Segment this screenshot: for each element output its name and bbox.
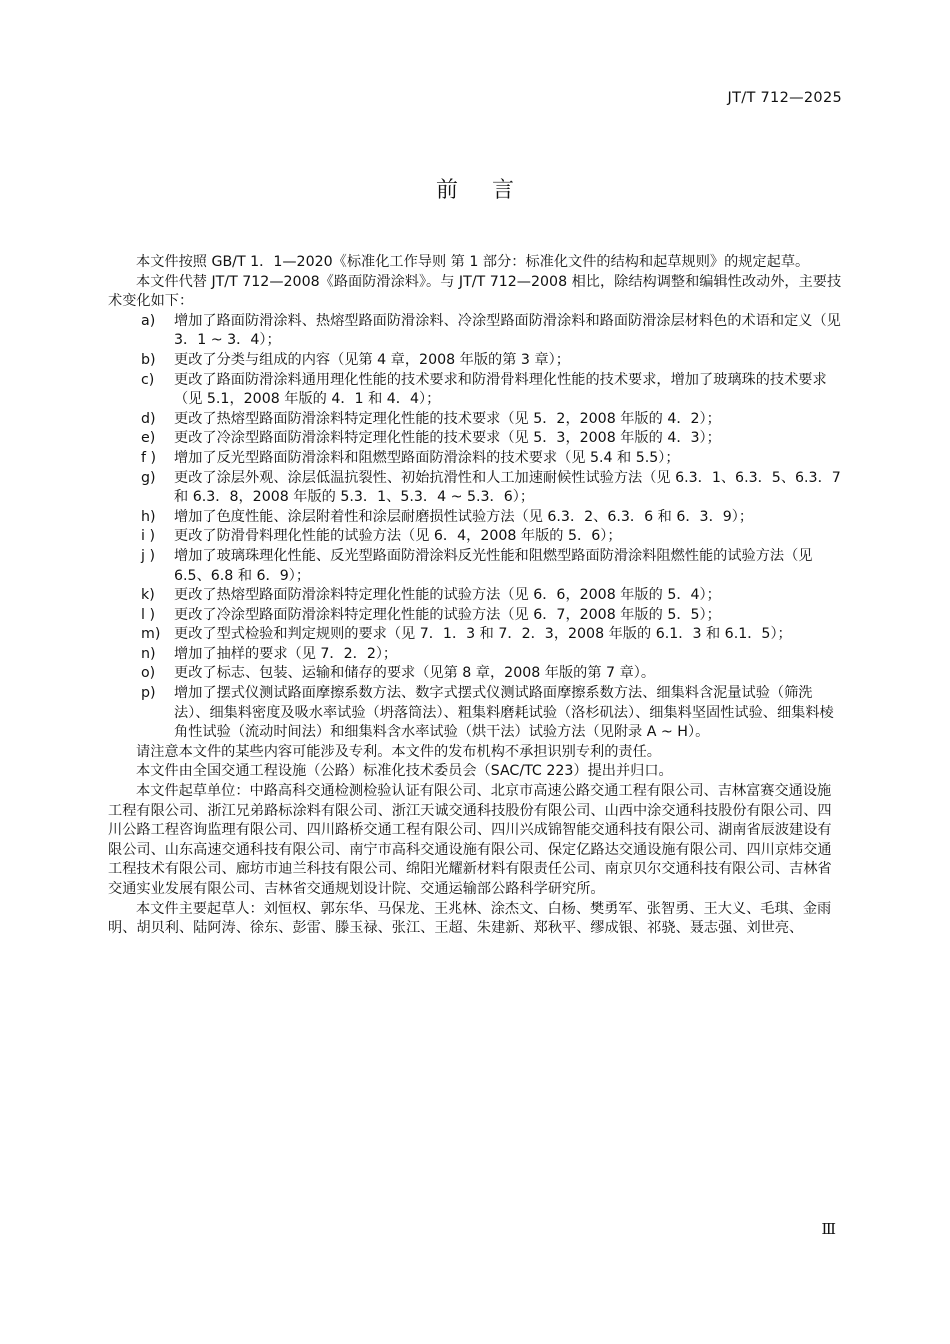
list-item	[108, 606, 843, 626]
list-item-text: 更改了分类与组成的内容（见第 4 章，2008 年版的第 3 章）；	[174, 351, 570, 368]
list-marker: c)	[141, 371, 155, 388]
list-item	[108, 625, 843, 645]
list-item-text: 增加了色度性能、涂层附着性和涂层耐磨损性试验方法（见 6.3．2、6.3．6 和 6．3．9）；	[174, 508, 754, 525]
list-marker: f )	[141, 449, 157, 466]
list-marker: b)	[141, 351, 156, 368]
list-item	[108, 371, 843, 410]
intro-paragraph: 本文件代替 JT/T 712—2008《路面防滑涂料》。与 JT/T 712—2008 相比，除结构调整和编辑性改动外，主要技术变化如下：	[108, 273, 842, 310]
list-marker: i )	[141, 528, 155, 545]
list-marker: o)	[141, 665, 156, 682]
list-item	[108, 429, 843, 449]
list-item-text: 增加了路面防滑涂料、热熔型路面防滑涂料、冷涂型路面防滑涂料和路面防滑涂层材料色的术语和定义（见 3．1 ~ 3．4）；	[174, 312, 841, 349]
list-item	[108, 508, 843, 528]
list-item-text: 更改了标志、包装、运输和储存的要求（见第 8 章，2008 年版的第 7 章）。	[174, 665, 656, 682]
list-marker: m)	[141, 626, 161, 643]
drafters: 本文件主要起草人：刘恒权、郭东华、马保龙、王兆林、涂杰文、白杨、樊勇军、张智勇、王大义、毛琪、金雨明、胡贝利、陆阿涛、徐东、彭雷、滕玉禄、张江、王超、朱建新、郑秋平、缪成银、祁骁、聂志强、刘世亮、	[108, 900, 832, 937]
list-marker: e)	[141, 430, 156, 447]
list-item	[108, 410, 843, 430]
intro-paragraph: 本文件按照 GB/T 1．1—2020《标准化工作导则 第 1 部分：标准化文件的结构和起草规则》的规定起草。	[136, 254, 810, 270]
drafting-units: 本文件起草单位：中路高科交通检测检验认证有限公司、北京市高速公路交通工程有限公司、吉林富赛交通设施工程有限公司、浙江兄弟路标涂料有限公司、浙江天诚交通科技股份有限公司、山西中涂交通科技股份有限公司、四川公路工程咨询监理有限公司、四川路桥交通工程有限公司、四川兴成锦智能交通科技有限公司、湖南省辰波建设有限公司、山东高速交通科技有限公司、南宁市高科交通设施有限公司、保定亿路达交通设施有限公司、四川京炜交通工程技术有限公司、廊坊市迪兰科技有限公司、绵阳光耀新材料有限责任公司、南京贝尔交通科技有限公司、吉林省交通实业发展有限公司、吉林省交通规划设计院、交通运输部公路科学研究所。	[108, 783, 832, 897]
list-marker: g)	[141, 469, 156, 486]
list-item	[108, 664, 843, 684]
list-marker: n)	[141, 645, 156, 662]
list-item	[108, 586, 843, 606]
list-item	[108, 547, 843, 586]
list-marker: j )	[141, 547, 155, 564]
list-item	[108, 312, 843, 351]
list-item	[108, 469, 843, 508]
list-item-text: 增加了摆式仪测试路面摩擦系数方法、数字式摆式仪测试路面摩擦系数方法、细集料含泥量试验（筛洗法）、细集料密度及吸水率试验（坍落筒法）、粗集料磨耗试验（洛杉矶法）、细集料坚固性试验、细集料棱角性试验（流动时间法）和细集料含水率试验（烘干法）试验方法（见附录 A ~ H）。	[174, 685, 834, 741]
list-marker: k)	[141, 587, 155, 604]
list-item	[108, 527, 843, 547]
list-item	[108, 645, 843, 665]
list-item-text: 更改了热熔型路面防滑涂料特定理化性能的试验方法（见 6．6，2008 年版的 5．4）；	[174, 587, 721, 604]
list-item-text: 增加了玻璃珠理化性能、反光型路面防滑涂料反光性能和阻燃型路面防滑涂料阻燃性能的试验方法（见 6.5、6.8 和 6．9）；	[174, 547, 813, 584]
list-item	[108, 684, 843, 743]
page-number: Ⅲ	[821, 1220, 836, 1238]
list-marker: a)	[141, 312, 156, 329]
document-body	[108, 253, 843, 939]
list-item-text: 增加了抽样的要求（见 7．2．2）；	[174, 645, 398, 662]
list-item-text: 增加了反光型路面防滑涂料和阻燃型路面防滑涂料的技术要求（见 5.4 和 5.5）；	[174, 449, 680, 466]
list-marker: d)	[141, 410, 156, 427]
list-item-text: 更改了防滑骨料理化性能的试验方法（见 6．4，2008 年版的 5．6）；	[174, 528, 622, 545]
list-item-text: 更改了热熔型路面防滑涂料特定理化性能的技术要求（见 5．2，2008 年版的 4．2）；	[174, 410, 721, 427]
list-item	[108, 351, 843, 371]
list-item-text: 更改了路面防滑涂料通用理化性能的技术要求和防滑骨料理化性能的技术要求，增加了玻璃珠的技术要求（见 5.1，2008 年版的 4．1 和 4．4）；	[174, 371, 827, 408]
list-item-text: 更改了型式检验和判定规则的要求（见 7．1．3 和 7．2．3，2008 年版的 6.1．3 和 6.1．5）；	[174, 626, 792, 643]
list-marker: p)	[141, 685, 156, 702]
page-title: 前言	[435, 178, 548, 203]
list-marker: h)	[141, 508, 156, 525]
list-item-text: 更改了涂层外观、涂层低温抗裂性、初始抗滑性和人工加速耐候性试验方法（见 6.3．1、6.3．5、6.3．7 和 6.3．8，2008 年版的 5.3．1、5.3．4 ~ 5.3．6）；	[174, 469, 841, 506]
committee-statement: 本文件由全国交通工程设施（公路）标准化技术委员会（SAC/TC 223）提出并归口。	[136, 763, 673, 780]
patent-notice: 请注意本文件的某些内容可能涉及专利。本文件的发布机构不承担识别专利的责任。	[136, 743, 661, 760]
list-item	[108, 449, 843, 469]
list-marker: l )	[141, 606, 155, 623]
list-item-text: 更改了冷涂型路面防滑涂料特定理化性能的试验方法（见 6．7，2008 年版的 5．5）；	[174, 606, 721, 623]
list-item-text: 更改了冷涂型路面防滑涂料特定理化性能的技术要求（见 5．3，2008 年版的 4．3）；	[174, 430, 721, 447]
changes-list	[108, 312, 843, 743]
standard-code: JT/T 712—2025	[727, 90, 842, 106]
